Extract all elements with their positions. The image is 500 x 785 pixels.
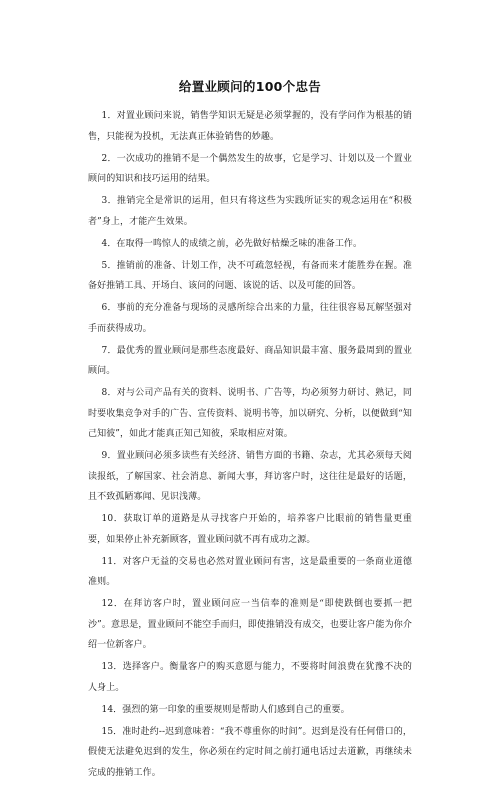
document-body (88, 106, 412, 785)
paragraph-5: 5．推销前的准备、计划工作，决不可疏忽轻视，有备而来才能胜券在握。准备好推销工具、开场白、该问的问题、该说的话、以及可能的回答。 (88, 260, 412, 291)
paragraph-13: 13．选择客户。衡量客户的购买意愿与能力，不要将时间浪费在犹豫不决的人身上。 (88, 662, 412, 693)
paragraph-9: 9．置业顾问必须多读些有关经济、销售方面的书籍、杂志，尤其必须每天阅读报纸，了解国家、社会消息、新闻大事，拜访客户时，这往往是最好的话题，且不致孤陋寡闻、见识浅薄。 (88, 451, 412, 502)
paragraph-12: 12．在拜访客户时，置业顾问应一当信奉的准则是“即使跌倒也要抓一把沙”。意思是，置业顾问不能空手而归，即使推销没有成交，也要让客户能为你介绍一位新客户。 (88, 599, 412, 650)
paragraph-6: 6．事前的充分准备与现场的灵感所综合出来的力量，往往很容易瓦解坚强对手而获得成功。 (88, 303, 412, 334)
paragraph-10: 10．获取订单的道路是从寻找客户开始的，培养客户比眼前的销售量更重要，如果停止补充新顾客，置业顾问就不再有成功之源。 (88, 514, 412, 545)
paragraph-11: 11．对客户无益的交易也必然对置业顾问有害，这是最重要的一条商业道德准则。 (88, 556, 412, 587)
paragraph-14: 14．强烈的第一印象的重要规则是帮助人们感到自己的重要。 (101, 704, 350, 715)
paragraph-3: 3．推销完全是常识的运用，但只有将这些为实践所证实的观念运用在“积极者”身上，才能产生效果。 (88, 196, 412, 227)
paragraph-1: 1．对置业顾问来说，销售学知识无疑是必须掌握的，没有学问作为根基的销售，只能视为投机，无法真正体验销售的妙趣。 (88, 111, 412, 142)
paragraph-7: 7．最优秀的置业顾问是那些态度最好、商品知识最丰富、服务最周到的置业顾问。 (88, 345, 412, 376)
paragraph-8: 8．对与公司产品有关的资料、说明书、广告等，均必须努力研讨、熟记，同时要收集竞争对手的广告、宣传资料、说明书等，加以研究、分析，以便做到“知己知彼”，如此才能真正知己知彼，采取相应对策。 (88, 388, 412, 439)
paragraph-4: 4．在取得一鸣惊人的成绩之前，必先做好枯燥乏味的准备工作。 (101, 238, 363, 249)
paragraph-2: 2．一次成功的推销不是一个偶然发生的故事，它是学习、计划以及一个置业顾问的知识和技巧运用的结果。 (88, 153, 412, 184)
document-title: 给置业顾问的100个忠告 (178, 79, 322, 94)
paragraph-15: 15．准时赴约--迟到意味着：“我不尊重你的时间”。迟到是没有任何借口的，假使无法避免迟到的发生，你必须在约定时间之前打通电话过去道歉，再继续未完成的推销工作。 (88, 726, 412, 778)
